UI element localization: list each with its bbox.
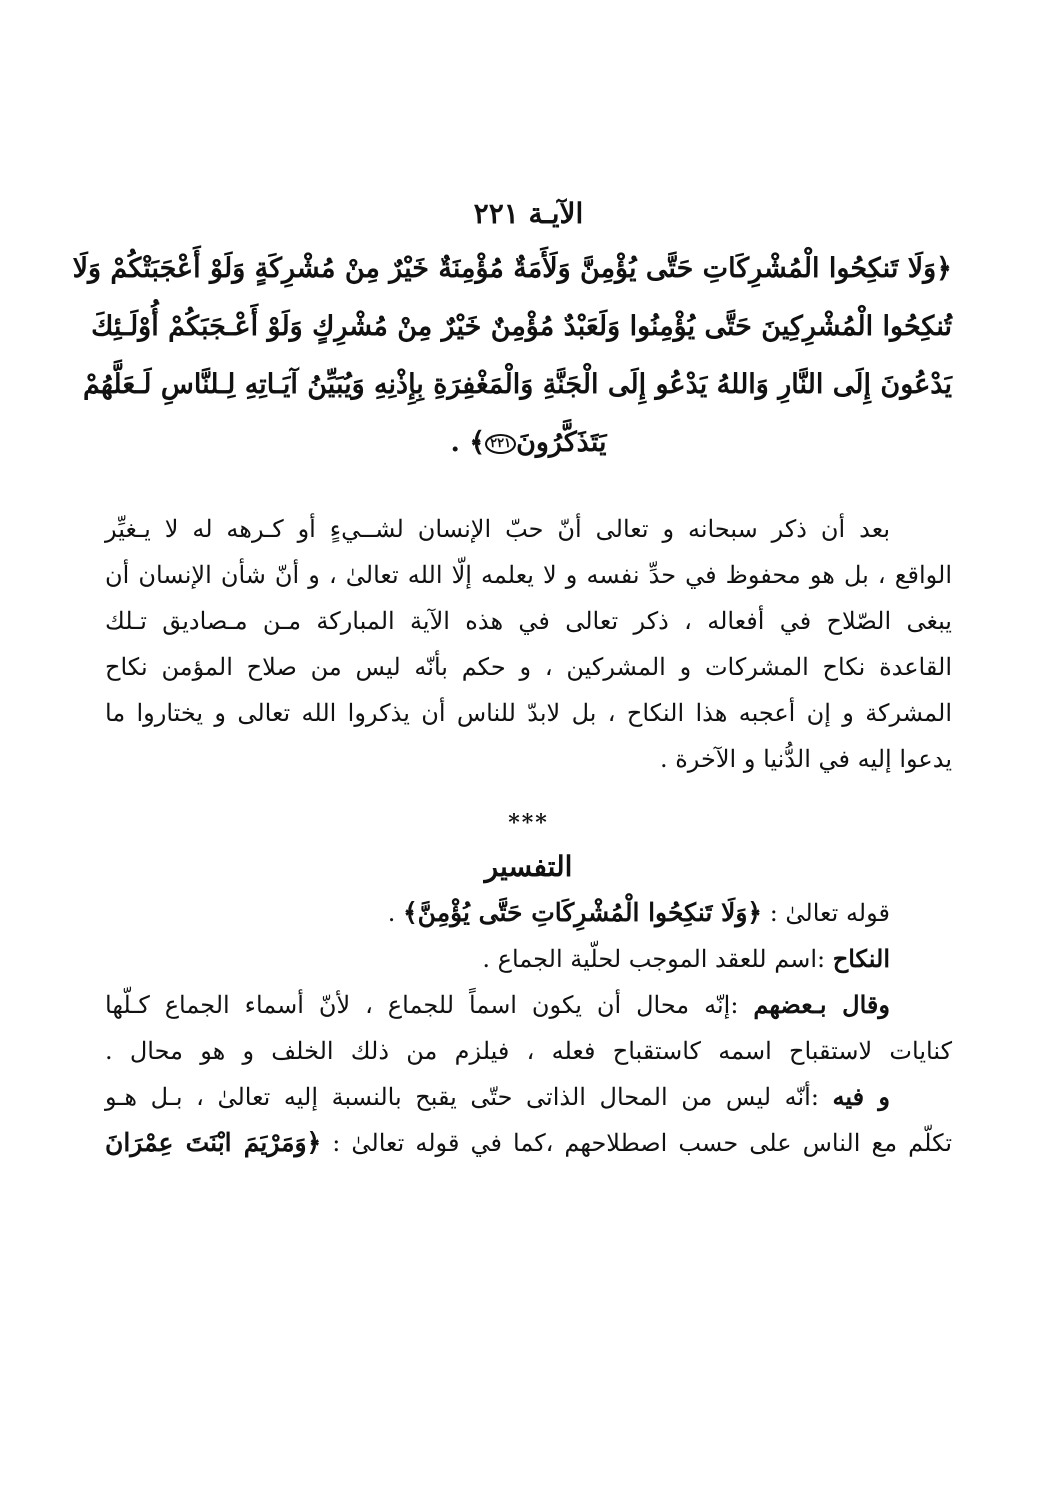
tafsir-term-nikah: النكاح bbox=[832, 944, 890, 973]
verse-line-2: تُنكِحُوا الْمُشْرِكِينَ حَتَّى يُؤْمِنُوا وَلَعَبْدٌ مُؤْمِنٌ خَيْرٌ مِنْ مُشْرِكٍ وَلَوْ أَعْـجَبَكُمْ أُوْلَـئِكَ bbox=[91, 311, 952, 342]
ayah-number-marker: ٢٢١ bbox=[485, 434, 516, 454]
tafsir-line-1-prefix: قوله تعالىٰ : bbox=[762, 899, 890, 927]
tafsir-line-3-text: :إنّه محال أن يكون اسماً للجماع ، لأنّ أسماء الجماع كـلّها bbox=[105, 991, 754, 1019]
verse-line-3: يَدْعُونَ إِلَى النَّارِ وَاللهُ يَدْعُو إِلَى الْجَنَّةِ وَالْمَغْفِرَةِ بِإِذْنِهِ وَيُبَيِّنُ آيَـاتِهِ لِـلنَّاسِ لَـعَلَّهُمْ bbox=[82, 369, 952, 400]
tafsir-term-some-said: وقال بـعضهم bbox=[753, 990, 890, 1019]
tafsir-line-3 bbox=[105, 982, 952, 1028]
commentary-line-3: يبغى الصّلاح في أفعاله ، ذكر تعالى في هذه الآية المباركة مـن مـصاديق تـلك bbox=[105, 607, 952, 635]
tafsir-line-1 bbox=[105, 890, 952, 936]
verse-line-4 bbox=[105, 414, 952, 472]
tafsir-line-6 bbox=[105, 1120, 952, 1166]
tafsir-line-5 bbox=[105, 1074, 952, 1120]
verse-line-1: ﴿وَلَا تَنكِحُوا الْمُشْرِكَاتِ حَتَّى يُؤْمِنَّ وَلَأَمَةٌ مُؤْمِنَةٌ خَيْرٌ مِنْ مُشْرِكَةٍ وَلَوْ أَعْجَبَتْكُمْ وَلَا bbox=[72, 253, 952, 284]
verse-text bbox=[72, 240, 952, 472]
tafsir-heading: التفسير bbox=[484, 850, 573, 883]
commentary-paragraph bbox=[105, 506, 952, 782]
commentary-line-4: القاعدة نكاح المشركات و المشركين ، و حكم بأنّه ليس من صلاح المؤمن نكاح bbox=[105, 653, 952, 681]
tafsir-line-6-text: تكلّم مع الناس على حسب اصطلاحهم ،كما في قوله تعالىٰ : bbox=[321, 1129, 952, 1157]
tafsir-line-5-text: :أنّه ليس من المحال الذاتى حتّى يقبح بالنسبة إليه تعالىٰ ، بـل هـو bbox=[105, 1083, 833, 1111]
tafsir-line-6-quote: ﴿وَمَرْيَمَ ابْنَتَ عِمْرَانَ bbox=[105, 1128, 322, 1157]
tafsir-line-2 bbox=[105, 936, 952, 982]
tafsir-body bbox=[105, 890, 952, 1166]
commentary-line-6: يدعوا إليه في الدُّنيا و الآخرة . bbox=[659, 745, 952, 773]
commentary-line-2: الواقع ، بل هو محفوظ في حدِّ نفسه و لا يعلمه إلّا الله تعالىٰ ، و أنّ شأن الإنسان أن bbox=[105, 561, 952, 589]
commentary-line-5: المشركة و إن أعجبه هذا النكاح ، بل لابدّ للناس أن يذكروا الله تعالى و يختاروا ما bbox=[105, 699, 952, 727]
section-divider: *** bbox=[508, 810, 549, 836]
tafsir-line-1-suffix: . bbox=[387, 899, 404, 927]
tafsir-line-1-quote: ﴿وَلَا تَنكِحُوا الْمُشْرِكَاتِ حَتَّى يُؤْمِنَّ﴾ bbox=[403, 898, 763, 927]
verse-heading: الآيـة ٢٢١ bbox=[473, 197, 584, 230]
tafsir-line-2-text: :اسم للعقد الموجب لحلّية الجماع . bbox=[482, 945, 833, 973]
verse-closing: ﴾ . bbox=[450, 427, 486, 458]
tafsir-term-and-in-it: و فيه bbox=[832, 1082, 890, 1111]
tafsir-line-4: كنايات لاستقباح اسمه كاستقباح فعله ، فيلزم من ذلك الخلف و هو محال . bbox=[105, 1037, 952, 1065]
commentary-line-1: بعد أن ذكر سبحانه و تعالى أنّ حبّ الإنسان لشــيءٍ أو كـرهه له لا يـغيِّر bbox=[105, 515, 890, 543]
verse-line-4-text: يَتَذَكَّرُونَ bbox=[516, 427, 607, 458]
